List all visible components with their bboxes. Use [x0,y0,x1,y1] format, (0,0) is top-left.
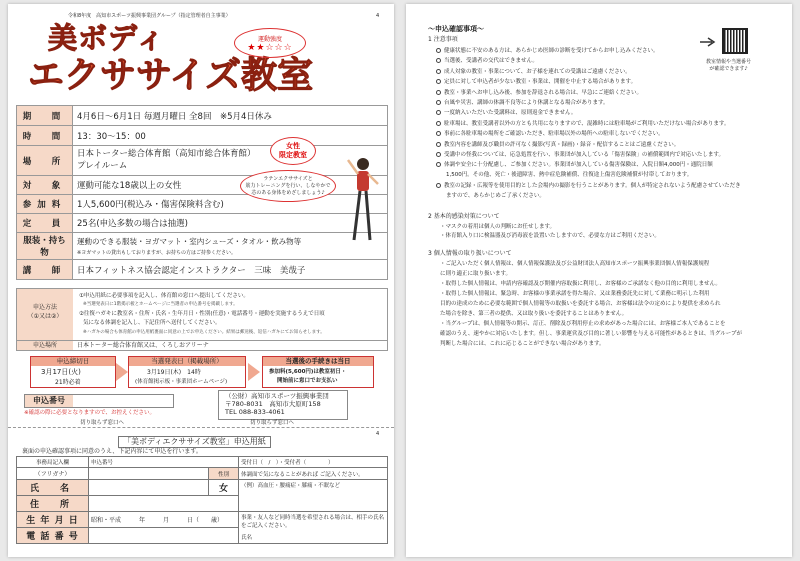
row-header: 対 象 [17,176,73,195]
row-value-cell [73,233,388,260]
form-appno-field[interactable]: 申込番号 [89,457,239,468]
apply-place-value: 日本トーター総合体育館又は、くろしおアリーナ [77,342,209,349]
section-1-item-text: 健康状態に不安のある方は、あらかじめ医師の診断を受けてからお申し込みください。 [444,48,659,54]
companion-field[interactable] [239,512,388,544]
apply-line: ※当選発表日に1階掲示板とホームページに当選者の申込番号を掲載します。 [83,302,238,307]
cut-line [8,427,394,428]
row-note: ※ヨガマットの貸出もしておりますが、お持ちの方はご持参ください。 [77,250,236,256]
apply-place-box [16,340,388,351]
name-label: 氏 名 [17,480,89,496]
form-title: 「美ボディエクササイズ教室」申込用紙 [118,436,271,448]
row-header: 期 間 [17,106,73,126]
form-reception-field[interactable]: 受付日（ / ）・受付者（ ） [239,457,388,468]
flow-line: 参加料(5,600円)は教室初日・ [269,369,347,375]
furigana-label: （フリガナ） [17,468,89,480]
office-use-label: 事務局記入欄 [17,457,89,468]
section-1-item-text: 一度納入いただいた受講料は、原則返金できません。 [444,110,577,117]
cut-text: 切り取らず窓口へ [80,420,125,426]
row-value: 運動のできる服装・ヨガマット・室内シューズ・タオル・飲み物等 [77,237,302,246]
section-1-item-text: 当選後、受講者の交代はできません。 [444,58,538,65]
section-3-item: ・取得した個人情報は、申請内容確認及び開催内容取扱に利用し、お客様のご承諾なく他の目的に利用しません。 [440,281,721,287]
page-1 [8,4,394,557]
application-number-label: 申込番号 [25,395,73,407]
bullet-circle-icon [436,48,441,53]
header-text: 令和8年度 高知市スポーツ振興事業団グループ（指定管理者自主事業） [68,13,231,19]
arrow-right-icon [700,36,718,48]
flow-head: 当選後の手続きは当日 [263,357,373,366]
title-line-2: エクササイズ教室 [28,54,314,96]
section-1-item [436,131,664,138]
section-1-item-text: 教室の記録・広報等を使用目的とした会場内の撮影を行うことがあります。個人が特定されないよう配慮させていただき [444,183,741,190]
row-header: 服装・持ち物 [17,233,73,260]
section-3-item: 判断した場合には、これに応じることができない場合があります。 [440,341,605,347]
flow-arrow-icon [116,363,128,381]
flow-arrow-icon [248,363,260,381]
speech-bubble: ラテンエクササイズと 筋力トレーニングを行い、しなやかで 芯のある身体をめざしましょう♪ [240,170,336,202]
row-value: 日本トーター総合体育館（高知市総合体育館） プレイルーム [73,146,388,176]
section-1-item-text: 体調や安全に十分配慮し、ご参加ください。事業団が加入している傷害保険は、入院日額4,000円・通院日額 [444,162,713,169]
section-1-item-text: ますので、あらかじめご了承ください。 [446,192,545,199]
section-1-item [436,58,538,65]
flow-head: 申込締切日 [31,357,115,366]
section-3-item: た場合を除き、第三者の提供、又は取り扱いを委託することはありません。 [440,311,628,317]
intensity-badge [234,28,306,58]
row-value: 13：30～15：00 [73,126,388,146]
birthdate-input[interactable]: 昭和・平成 年 月 日（ 歳） [89,512,239,528]
title-line-1: 美ボディ [48,21,166,55]
section-1-item [436,162,713,169]
section-3-item: ・ご記入いただく個人情報は、個人情報保護法及び公益財団法人高知市スポーツ振興事業団個人情報保護規程 [440,261,710,267]
bullet-circle-icon [436,79,441,84]
dancer-illustration [346,154,380,244]
section-3-item: 確認のうえ、速やかに対応いたします。但し、事業運営及び目的に著しい影響を与える可能性があるときは、当グループが [440,331,742,337]
female-only-badge: 女性 限定教室 [270,137,316,165]
name-input[interactable] [89,480,209,496]
bullet-circle-icon [436,69,441,74]
section-1-item [446,173,692,179]
bullet-circle-icon [436,162,441,167]
bullet-circle-icon [436,100,441,105]
qr-code-icon [722,28,748,54]
section-1-item [436,152,724,159]
companion-note: 事業・友人など同時当選を希望される場合は、相手の氏名をご記入ください。 [241,515,385,529]
page-2 [406,4,792,557]
section-1-item-text: 成人対象の教室・事業について、お子様を連れての受講はご遠慮ください。 [444,68,631,75]
section-1-item [446,194,545,200]
form-note: 裏面の申込確認事項に同意のうえ、下記内容にて申込を行います。 [22,448,202,455]
row-header: 時 間 [17,126,73,146]
bullet-circle-icon [436,58,441,63]
flow-line: 3月17日(火) [41,368,81,376]
section-1-item [436,142,679,149]
apply-line: 気になる体調を記入し、下記住所へ送付してください。 [83,320,221,326]
row-header: 参加料 [17,195,73,214]
bullet-circle-icon [436,121,441,126]
birthdate-label: 生 年 月 日 [17,512,89,528]
page-number: 4 [376,13,380,19]
flow-line: 21時必着 [55,379,81,386]
apply-place-label: 申込場所 [17,341,73,350]
confirm-heading: ～申込確認事項～ [428,25,484,33]
section-1-item [436,183,741,190]
section-1-item-text: 受講中の怪我については、応急処置を行い、事業団が加入している「傷害保険」の補償範囲内で対応いたします。 [444,152,724,158]
section-1-item [436,100,609,107]
intensity-label: 運動強度 [257,36,282,43]
address-label: 住 所 [17,496,89,512]
section-1-item-text: 定員に対して申込者が少ない教室・事業は、開催を中止する場合があります。 [444,79,637,86]
section-3-item: 目的の達成のために必要な範囲で個人情報等の取扱いを委託する場合、お客様は法令の定めにより提供を求められ [440,301,721,307]
page-number: 4 [376,431,380,437]
section-1-item-text: 駐車場は、教室受講者以外の方とも共用になりますので、混雑時には駐車場がご利用いただけない場合があります。 [444,120,730,127]
apply-method-box [16,288,388,341]
flow-line: (体育館掲示板・事業団ホームページ) [135,379,228,385]
apply-line: ①申込用紙に必要事項を記入し、体育館の窓口へ提出してください。 [79,293,249,299]
section-1-item-text: 1,500円。その他、死亡・後遺障害、熱中症危険補償、往復途上傷害危険補償が付帯しております。 [446,171,693,178]
section-1-item [436,90,642,97]
row-header: 講 師 [17,260,73,280]
flow-line: 3月19日(木) 14時 [147,369,201,376]
section-3-item: に則り適正に取り扱います。 [440,271,512,277]
row-header: 定 員 [17,214,73,233]
gender-label: 性別 [209,468,239,480]
section-1-item-text: 事前に各駐車場の場所をご確認いただき、駐車場以外の場所への駐車しないでください。 [444,131,664,138]
bullet-circle-icon [436,183,441,188]
flow-deadline [30,356,116,388]
bullet-circle-icon [436,142,441,147]
apply-line: ②往復ハガキに教室名・住所・氏名・生年月日・性別(任意)・電話番号・運動を実施するうえで日頃 [79,311,325,317]
bullet-circle-icon [436,131,441,136]
info-table [16,105,388,280]
bullet-circle-icon [436,110,441,115]
row-value: 1人5,600円(税込み・傷害保険料含む) [73,195,388,214]
qr-caption: 教室情報や当選番号 が確認できます♪ [706,59,752,72]
intensity-stars: ★★☆☆☆ [247,43,293,53]
application-form [16,456,388,544]
address-input[interactable] [89,496,239,512]
companion-name-label: 氏名 [241,535,253,541]
row-value: 4月6日～6月1日 毎週月曜日 全8回 ※5月4日休み [73,106,388,126]
section-1-item [436,48,659,55]
section-1-item [436,79,636,86]
section-3-title: 3 個人情報の取り扱いについて [428,250,512,257]
section-2-title: 2 基本的感染対策について [428,213,500,220]
flow-head: 当選発表日（掲載場所） [129,357,245,366]
cut-text: 切り取らず窓口へ [250,420,295,426]
flow-line: 開始前に窓口でお支払い [277,378,338,384]
health-example[interactable]: （例）高血圧・腰痛症・膝痛・不眠など [239,480,388,512]
section-1-item-text: 教室内容を講師及び職員の許可なく撮影(写真・録画)・録音・配信することはご遠慮ください。 [444,141,680,148]
bullet-circle-icon [436,90,441,95]
office-line: （公財）高知市スポーツ振興事業団 [225,392,329,400]
flow-announce [128,356,246,388]
section-2-item: ・マスクの着用は個人の判断にお任せします。 [440,224,556,230]
phone-input[interactable] [89,528,239,544]
office-box [218,390,348,420]
apply-method-label: 申込方法 （①又は②） [17,289,73,340]
row-value: 25名(申込多数の場合は抽選) [73,214,388,233]
row-value: 日本フィットネス協会認定インストラクター 三味 美哉子 [73,260,388,280]
number-note: ※確認の際に必要となりますので、お控えください。 [24,410,156,416]
section-2-item: ・体育館入り口に検温器及び消毒液を設置いたしますので、必要な方はご利用ください。 [440,233,660,239]
section-3-item: ・取得した個人情報は、緊急時、お客様の事業承諾を得た場合、又は業務委託先に対して業務に明示した利用 [440,291,710,297]
apply-line: ※ハガキの場合も体育館の申込用紙裏面に同意の上でお申込ください。結果は郵送後、返信ハガキにてお知らせします。 [83,330,325,335]
section-1-title: 1 注意事項 [428,36,458,43]
row-header: 場 所 [17,146,73,176]
section-1-item [436,69,631,76]
section-1-item [436,121,729,128]
gender-value: 女 [209,480,239,496]
furigana-input[interactable] [89,468,209,480]
section-1-item-text: 教室・事業へお申し込み後、参加を辞退される場合は、早急にご連絡ください。 [444,89,643,96]
office-line: TEL 088-833-4061 [225,407,285,416]
bullet-circle-icon [436,152,441,157]
row-value: 運動可能な18歳以上の女性 [73,176,388,195]
application-number-box [24,394,174,408]
section-1-item-text: 台風や災害、講師の体調不良等により休講となる場合があります。 [444,100,609,106]
office-line: 〒780-8031 高知市大原町158 [225,399,321,408]
health-label: 体調面で気になることがあれば ご記入ください。 [239,468,388,480]
section-1-item [436,110,576,117]
section-3-item: ・当グループは、個人情報等の開示、訂正、削除及び利用停止の求めがあった場合には、お客様ご本人であることを [440,321,726,327]
phone-label: 電 話 番 号 [17,528,89,544]
flow-procedure [262,356,374,388]
